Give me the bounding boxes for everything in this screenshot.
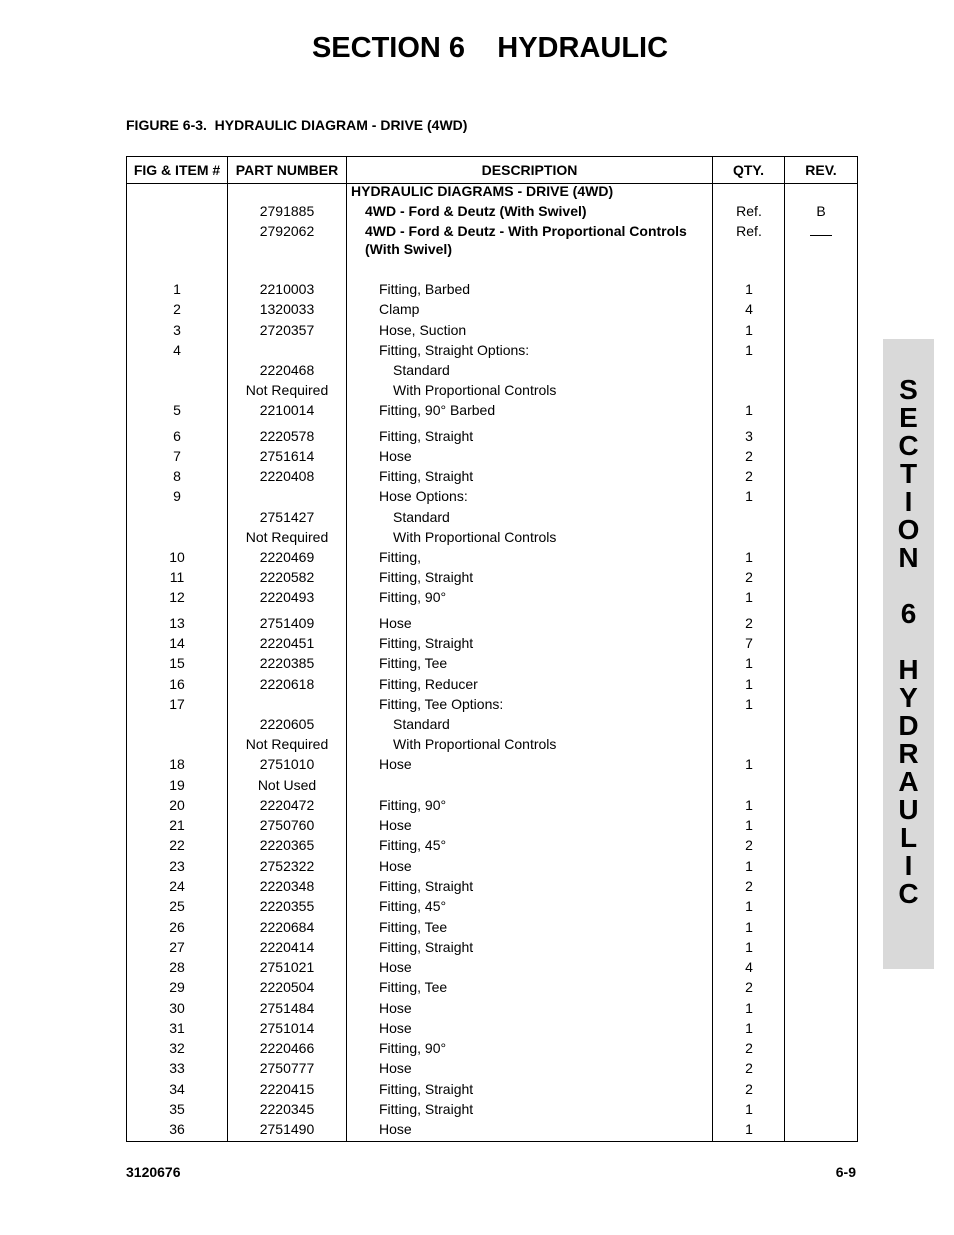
part-number-cell: 2220385 bbox=[259, 655, 315, 671]
qty-cell: 4 bbox=[745, 959, 753, 975]
side-tab-letter: I bbox=[904, 486, 913, 517]
part-number-cell: 2751484 bbox=[259, 1000, 315, 1016]
rev-dash-line bbox=[810, 226, 832, 236]
description-cell: 4WD - Ford & Deutz - With Proportional Controls bbox=[365, 223, 687, 239]
description-cell: Standard bbox=[393, 716, 450, 732]
fig-item-cell: 36 bbox=[169, 1121, 185, 1137]
fig-item-cell: 10 bbox=[169, 549, 185, 565]
qty-cell: 1 bbox=[745, 281, 753, 297]
qty-cell: 1 bbox=[745, 756, 753, 772]
side-tab-letter: 6 bbox=[900, 598, 917, 629]
column-header-rev: REV. bbox=[805, 162, 837, 178]
rev-cell: B bbox=[816, 203, 826, 219]
part-number-cell: 2751427 bbox=[259, 509, 315, 525]
fig-item-cell: 9 bbox=[173, 488, 181, 504]
description-cell: Fitting, Straight bbox=[379, 569, 474, 585]
qty-cell: 1 bbox=[745, 797, 753, 813]
qty-cell: 2 bbox=[745, 979, 753, 995]
part-number-cell: 1320033 bbox=[259, 301, 315, 317]
fig-item-cell: 32 bbox=[169, 1040, 185, 1056]
part-number-cell: 2220451 bbox=[259, 635, 315, 651]
description-cell: Fitting, Straight bbox=[379, 878, 474, 894]
fig-item-cell: 35 bbox=[169, 1101, 185, 1117]
qty-cell: 1 bbox=[745, 676, 753, 692]
description-cell: Fitting, Reducer bbox=[379, 676, 478, 692]
description-cell: Fitting, Straight bbox=[379, 939, 474, 955]
description-cell: Fitting, Straight Options: bbox=[379, 342, 530, 358]
description-continuation: (With Swivel) bbox=[365, 241, 452, 257]
description-cell: Fitting, Tee Options: bbox=[379, 696, 504, 712]
description-cell: Clamp bbox=[379, 301, 420, 317]
part-number-cell: 2220365 bbox=[259, 837, 315, 853]
column-header-item: FIG & ITEM # bbox=[133, 162, 221, 178]
part-number-cell: 2220618 bbox=[259, 676, 315, 692]
description-cell: Hose bbox=[379, 817, 412, 833]
part-number-cell: 2220466 bbox=[259, 1040, 315, 1056]
part-number-cell: 2750777 bbox=[259, 1060, 315, 1076]
qty-cell: 1 bbox=[745, 696, 753, 712]
description-cell: Hose, Suction bbox=[379, 322, 467, 338]
side-tab-letter: N bbox=[898, 542, 919, 573]
description-cell: Fitting, 90° bbox=[379, 1040, 447, 1056]
part-number-cell: Not Required bbox=[245, 382, 329, 398]
part-number-cell: 2220472 bbox=[259, 797, 315, 813]
description-cell: With Proportional Controls bbox=[393, 736, 557, 752]
fig-item-cell: 6 bbox=[173, 428, 181, 444]
fig-item-cell: 31 bbox=[169, 1020, 185, 1036]
part-number-cell: 2220468 bbox=[259, 362, 315, 378]
fig-item-cell: 28 bbox=[169, 959, 185, 975]
part-number-cell: 2220415 bbox=[259, 1081, 315, 1097]
side-tab-letter: O bbox=[897, 514, 920, 545]
fig-item-cell: 33 bbox=[169, 1060, 185, 1076]
part-number-cell: 2220605 bbox=[259, 716, 315, 732]
description-cell: Hose bbox=[379, 959, 412, 975]
part-number-cell: 2791885 bbox=[259, 203, 315, 219]
qty-cell: 1 bbox=[745, 322, 753, 338]
part-number-cell: 2210014 bbox=[259, 402, 315, 418]
fig-item-cell: 24 bbox=[169, 878, 185, 894]
description-cell: Hose bbox=[379, 1121, 412, 1137]
qty-cell: 2 bbox=[745, 878, 753, 894]
fig-item-cell: 3 bbox=[173, 322, 181, 338]
fig-item-cell: 20 bbox=[169, 797, 185, 813]
part-number-cell: 2220578 bbox=[259, 428, 315, 444]
description-cell: Hose Options: bbox=[379, 488, 468, 504]
description-cell: Fitting, Tee bbox=[379, 655, 448, 671]
section-title: SECTION 6 HYDRAULIC bbox=[311, 32, 669, 64]
qty-cell: 1 bbox=[745, 1121, 753, 1137]
qty-cell: 1 bbox=[745, 1020, 753, 1036]
column-header-description: DESCRIPTION bbox=[481, 162, 578, 178]
description-cell: Fitting, Straight bbox=[379, 1081, 474, 1097]
qty-cell: 1 bbox=[745, 1101, 753, 1117]
qty-cell: Ref. bbox=[736, 223, 762, 239]
part-number-cell: Not Required bbox=[245, 736, 329, 752]
figure-title: FIGURE 6-3. HYDRAULIC DIAGRAM - DRIVE (4WD) bbox=[126, 117, 468, 133]
description-cell: Fitting, Straight bbox=[379, 635, 474, 651]
description-cell: Fitting, Tee bbox=[379, 919, 448, 935]
side-tab-letter: T bbox=[899, 458, 918, 489]
qty-cell: 2 bbox=[745, 569, 753, 585]
fig-item-cell: 8 bbox=[173, 468, 181, 484]
fig-item-cell: 11 bbox=[169, 569, 185, 585]
qty-cell: 1 bbox=[745, 589, 753, 605]
side-tab-letter: E bbox=[899, 402, 918, 433]
description-cell: With Proportional Controls bbox=[393, 382, 557, 398]
qty-cell: 1 bbox=[745, 655, 753, 671]
qty-cell: 7 bbox=[745, 635, 753, 651]
qty-cell: 1 bbox=[745, 342, 753, 358]
part-number-cell: 2220345 bbox=[259, 1101, 315, 1117]
fig-item-cell: 1 bbox=[173, 281, 181, 297]
fig-item-cell: 15 bbox=[169, 655, 185, 671]
part-number-cell: 2210003 bbox=[259, 281, 315, 297]
column-header-part-number: PART NUMBER bbox=[235, 162, 339, 178]
fig-item-cell: 30 bbox=[169, 1000, 185, 1016]
side-tab-letter: Y bbox=[899, 682, 918, 713]
description-cell: Fitting, 45° bbox=[379, 837, 447, 853]
part-number-cell: 2220582 bbox=[259, 569, 315, 585]
fig-item-cell: 7 bbox=[173, 448, 181, 464]
description-cell: Fitting, 90° Barbed bbox=[379, 402, 496, 418]
qty-cell: Ref. bbox=[736, 203, 762, 219]
qty-cell: 1 bbox=[745, 1000, 753, 1016]
part-number-cell: 2750760 bbox=[259, 817, 315, 833]
part-number-cell: 2720357 bbox=[259, 322, 315, 338]
qty-cell: 1 bbox=[745, 817, 753, 833]
description-cell: Standard bbox=[393, 509, 450, 525]
description-cell: 4WD - Ford & Deutz (With Swivel) bbox=[365, 203, 587, 219]
description-cell: Hose bbox=[379, 1060, 412, 1076]
part-number-cell: 2220504 bbox=[259, 979, 315, 995]
part-number-cell: Not Used bbox=[257, 777, 317, 793]
part-number-cell: 2751010 bbox=[259, 756, 315, 772]
fig-item-cell: 4 bbox=[173, 342, 181, 358]
part-number-cell: 2220348 bbox=[259, 878, 315, 894]
part-number-cell: 2792062 bbox=[259, 223, 315, 239]
fig-item-cell: 25 bbox=[169, 898, 185, 914]
part-number-cell: 2751409 bbox=[259, 615, 315, 631]
qty-cell: 1 bbox=[745, 549, 753, 565]
description-cell: Hose bbox=[379, 858, 412, 874]
part-number-cell: 2751614 bbox=[259, 448, 315, 464]
qty-cell: 1 bbox=[745, 488, 753, 504]
description-cell: Fitting, Straight bbox=[379, 468, 474, 484]
qty-cell: 2 bbox=[745, 615, 753, 631]
side-tab-letter: D bbox=[898, 710, 919, 741]
description-cell: Hose bbox=[379, 756, 412, 772]
column-header-qty: QTY. bbox=[732, 162, 765, 178]
qty-cell: 1 bbox=[745, 919, 753, 935]
description-cell: Fitting, 90° bbox=[379, 797, 447, 813]
side-tab-letter: S bbox=[899, 374, 918, 405]
fig-item-cell: 2 bbox=[173, 301, 181, 317]
fig-item-cell: 29 bbox=[169, 979, 185, 995]
part-number-cell: 2220469 bbox=[259, 549, 315, 565]
description-cell: Hose bbox=[379, 1000, 412, 1016]
part-number-cell: 2220414 bbox=[259, 939, 315, 955]
part-number-cell: Not Required bbox=[245, 529, 329, 545]
description-cell: Fitting, Tee bbox=[379, 979, 448, 995]
fig-item-cell: 27 bbox=[169, 939, 185, 955]
fig-item-cell: 17 bbox=[169, 696, 185, 712]
side-tab-letter: L bbox=[899, 822, 918, 853]
rev-cell bbox=[785, 223, 857, 239]
description-cell: HYDRAULIC DIAGRAMS - DRIVE (4WD) bbox=[351, 183, 614, 199]
description-cell: Fitting, Barbed bbox=[379, 281, 471, 297]
fig-item-cell: 14 bbox=[169, 635, 185, 651]
fig-item-cell: 19 bbox=[169, 777, 185, 793]
document-number: 3120676 bbox=[126, 1164, 181, 1180]
qty-cell: 1 bbox=[745, 858, 753, 874]
description-cell: Hose bbox=[379, 448, 412, 464]
side-tab-letter: A bbox=[898, 766, 919, 797]
qty-cell: 2 bbox=[745, 837, 753, 853]
section-side-tab bbox=[883, 339, 934, 969]
fig-item-cell: 34 bbox=[169, 1081, 185, 1097]
part-number-cell: 2751490 bbox=[259, 1121, 315, 1137]
part-number-cell: 2220408 bbox=[259, 468, 315, 484]
part-number-cell: 2752322 bbox=[259, 858, 315, 874]
side-tab-letter: R bbox=[898, 738, 919, 769]
description-cell: Fitting, Straight bbox=[379, 1101, 474, 1117]
part-number-cell: 2751021 bbox=[259, 959, 315, 975]
qty-cell: 1 bbox=[745, 402, 753, 418]
qty-cell: 4 bbox=[745, 301, 753, 317]
page-number: 6-9 bbox=[835, 1164, 856, 1180]
fig-item-cell: 22 bbox=[169, 837, 185, 853]
description-cell: Hose bbox=[379, 615, 412, 631]
qty-cell: 2 bbox=[745, 1081, 753, 1097]
qty-cell: 1 bbox=[745, 898, 753, 914]
qty-cell: 2 bbox=[745, 1060, 753, 1076]
part-number-cell: 2220355 bbox=[259, 898, 315, 914]
qty-cell: 1 bbox=[745, 939, 753, 955]
fig-item-cell: 5 bbox=[173, 402, 181, 418]
part-number-cell: 2220684 bbox=[259, 919, 315, 935]
description-cell: Standard bbox=[393, 362, 450, 378]
description-cell: Hose bbox=[379, 1020, 412, 1036]
part-number-cell: 2751014 bbox=[259, 1020, 315, 1036]
description-cell: With Proportional Controls bbox=[393, 529, 557, 545]
fig-item-cell: 21 bbox=[169, 817, 185, 833]
qty-cell: 2 bbox=[745, 468, 753, 484]
parts-table bbox=[126, 156, 858, 1142]
description-cell: Fitting, 90° bbox=[379, 589, 447, 605]
fig-item-cell: 16 bbox=[169, 676, 185, 692]
fig-item-cell: 26 bbox=[169, 919, 185, 935]
fig-item-cell: 12 bbox=[169, 589, 185, 605]
side-tab-letter: H bbox=[898, 654, 919, 685]
fig-item-cell: 23 bbox=[169, 858, 185, 874]
description-cell: Fitting, 45° bbox=[379, 898, 447, 914]
description-cell: Fitting, bbox=[379, 549, 422, 565]
qty-cell: 3 bbox=[745, 428, 753, 444]
part-number-cell: 2220493 bbox=[259, 589, 315, 605]
qty-cell: 2 bbox=[745, 448, 753, 464]
fig-item-cell: 18 bbox=[169, 756, 185, 772]
side-tab-letter: U bbox=[898, 794, 919, 825]
description-cell: Fitting, Straight bbox=[379, 428, 474, 444]
side-tab-letter: C bbox=[898, 878, 919, 909]
side-tab-letter: C bbox=[898, 430, 919, 461]
qty-cell: 2 bbox=[745, 1040, 753, 1056]
fig-item-cell: 13 bbox=[169, 615, 185, 631]
side-tab-letter: I bbox=[904, 850, 913, 881]
